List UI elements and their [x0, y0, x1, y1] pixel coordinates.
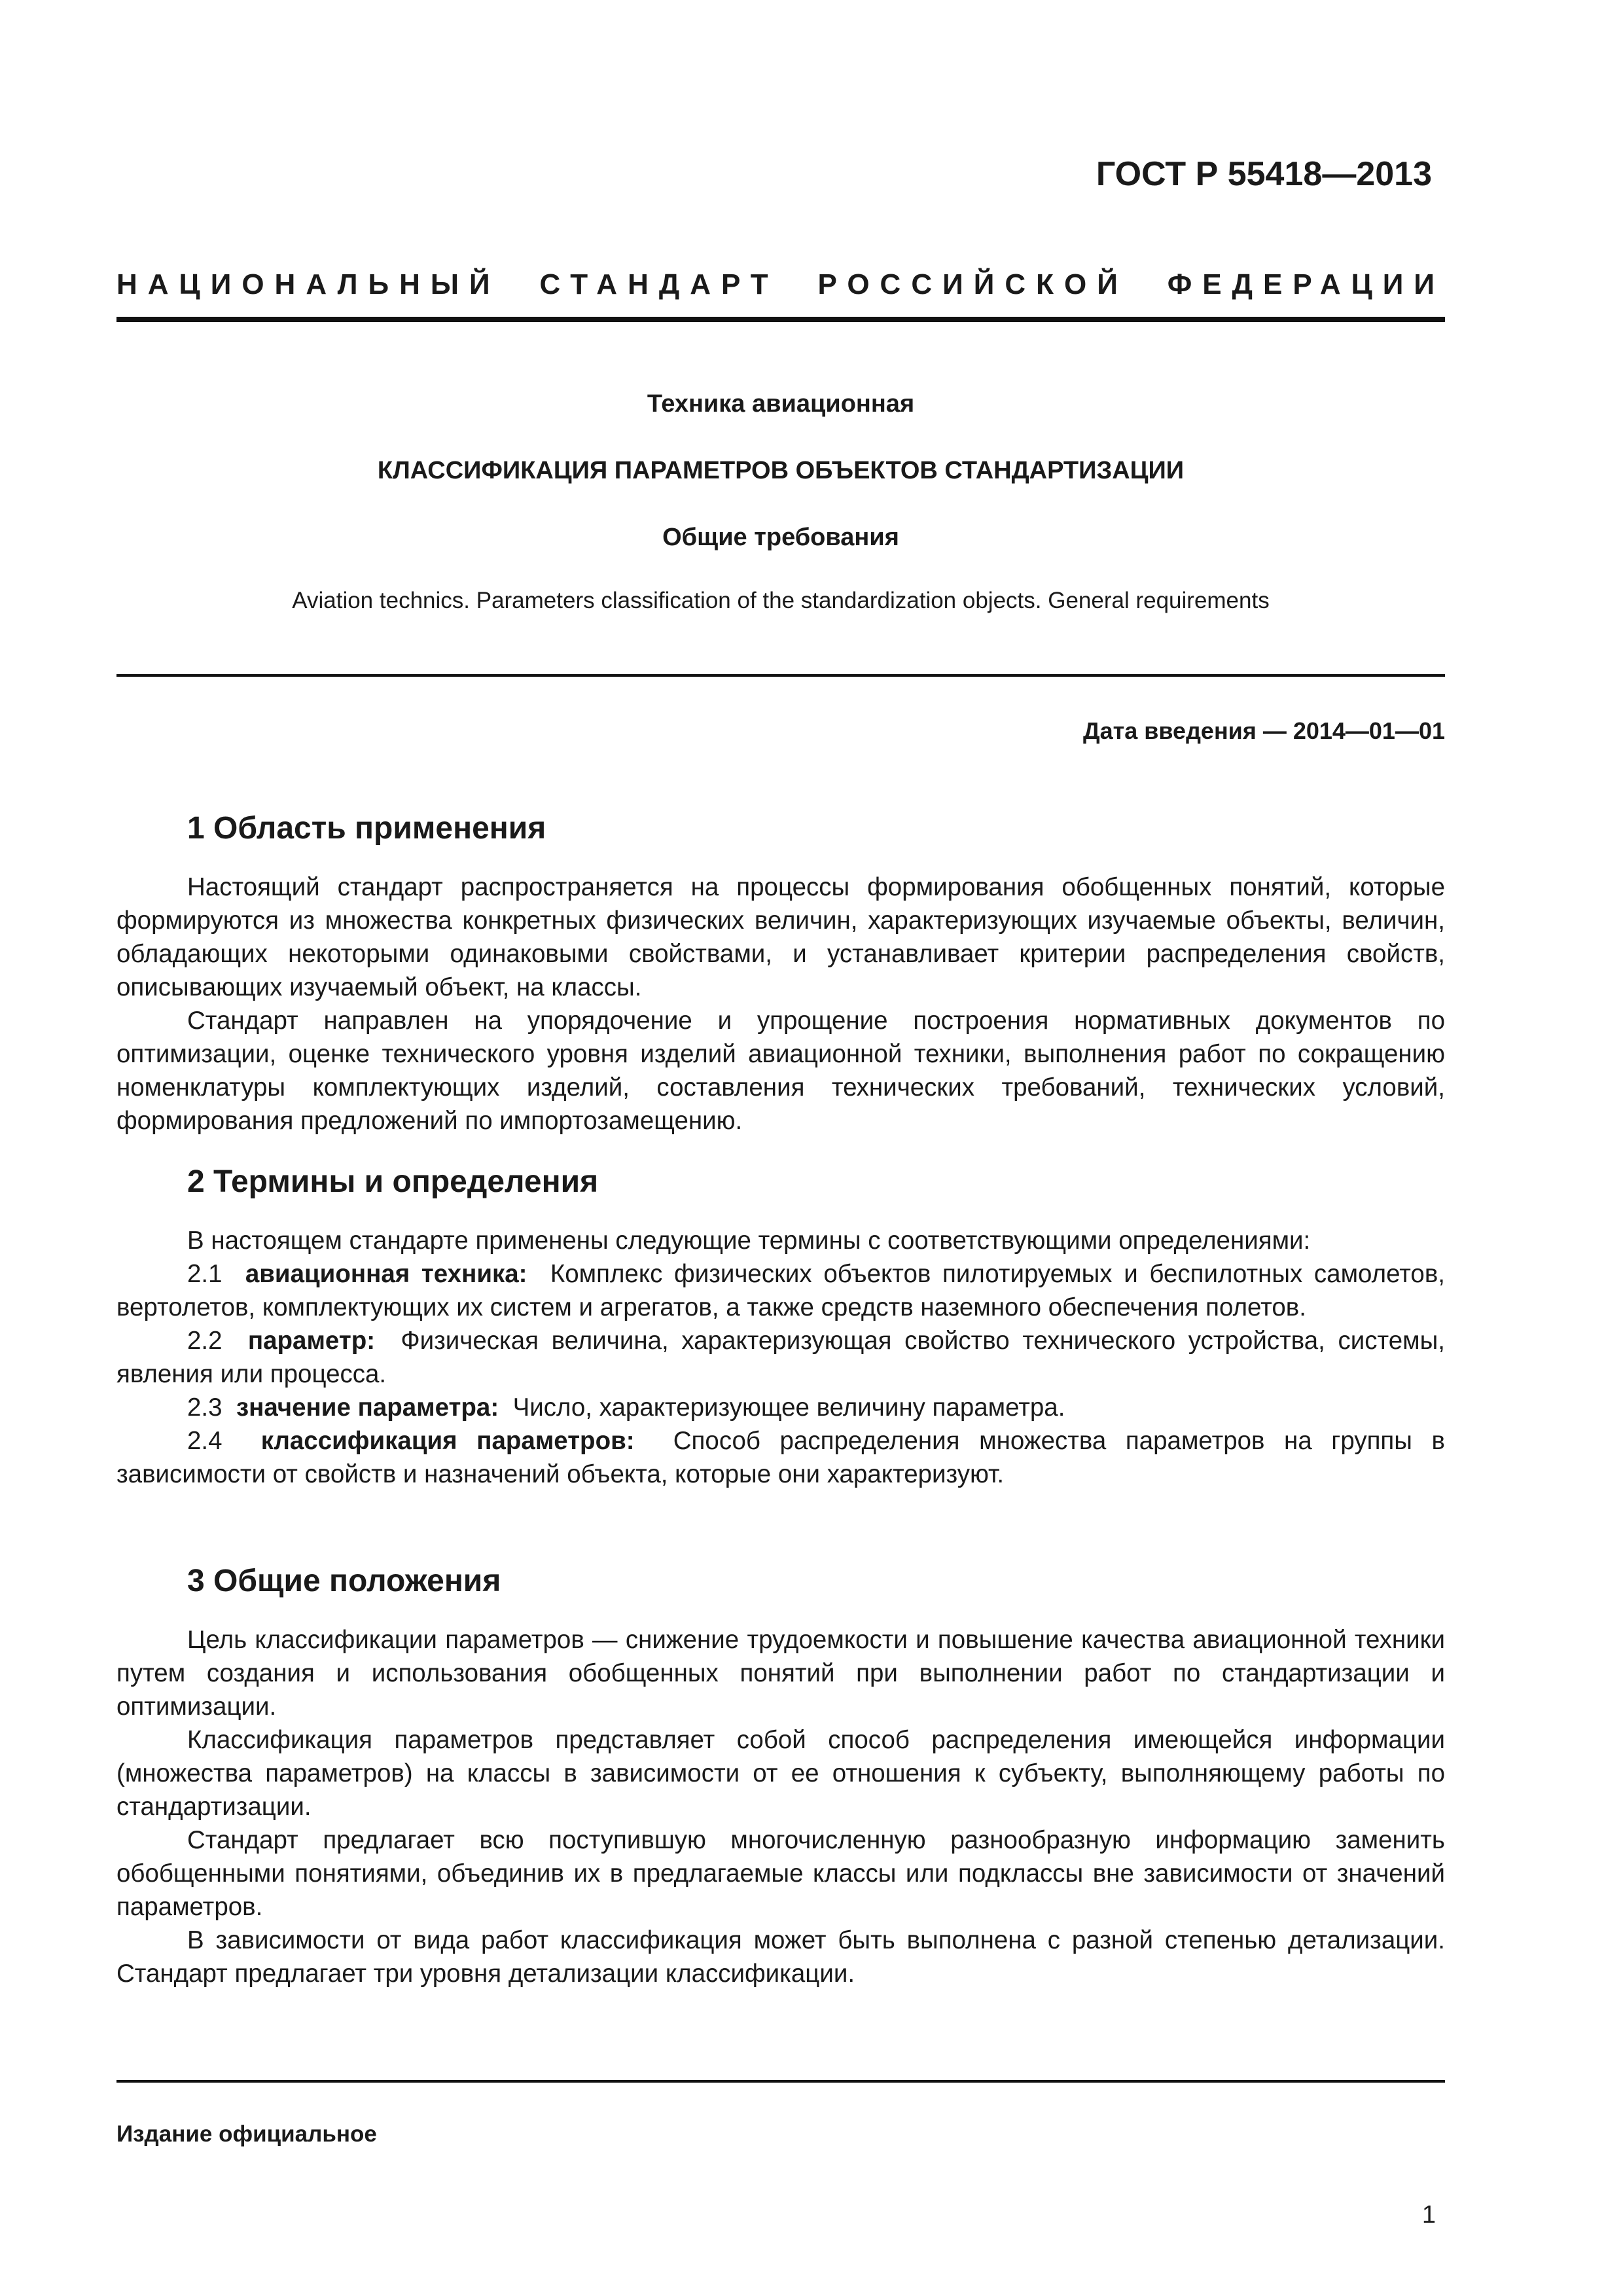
- official-edition-label: Издание официальное: [116, 2121, 377, 2147]
- title-main: КЛАССИФИКАЦИЯ ПАРАМЕТРОВ ОБЪЕКТОВ СТАНДАРТИЗАЦИИ: [377, 457, 1185, 484]
- title-field: Техника авиационная: [647, 390, 915, 418]
- term-number: 2.4: [187, 1427, 223, 1455]
- title-english: Aviation technics. Parameters classification of the standardization objects. General requirements: [292, 588, 1270, 613]
- section-3-paragraph-2: Классификация параметров представляет собой способ распределения имеющейся информации (множества параметров) на классы в зависимости от ее отношения к субъекту, выполняющему работы по стандартизации.: [116, 1726, 1445, 1821]
- term-definition: Комплекс физических объектов пилотируемых и беспилотных самолетов, вертолетов, комплектующих их систем и агрегатов, а также средств наземного обеспечения полетов.: [116, 1260, 1445, 1321]
- section-3-title: 3 Общие положения: [187, 1564, 501, 1598]
- section-2-intro: В настоящем стандарте применены следующие термины с соответствующими определениями:: [187, 1227, 1311, 1255]
- page-number: 1: [1421, 2201, 1436, 2229]
- header-rule: [116, 317, 1445, 322]
- section-2-title: 2 Термины и определения: [187, 1164, 599, 1199]
- term-definition: Число, характеризующее величину параметра.: [512, 1393, 1065, 1422]
- term-2-4: [116, 1424, 1445, 1491]
- footer-rule: [116, 2080, 1445, 2083]
- term-2-2: [116, 1324, 1445, 1391]
- section-2-body: [116, 1224, 1445, 1491]
- section-1-title: 1 Область применения: [187, 811, 546, 846]
- section-3-paragraph-4: В зависимости от вида работ классификация может быть выполнена с разной степенью детализации. Стандарт предлагает три уровня детализации классификации.: [116, 1926, 1445, 1988]
- section-3-paragraph-1: Цель классификации параметров — снижение трудоемкости и повышение качества авиационной техники путем создания и использования обобщенных понятий при выполнении работ по стандартизации и оптимизации.: [116, 1626, 1445, 1721]
- section-1-paragraph-1: Настоящий стандарт распространяется на процессы формирования обобщенных понятий, которые формируются из множества конкретных физических величин, характеризующих изучаемые объекты, величин, обладающих некоторыми одинаковыми свойствами, и устанавливает критерии распределения свойств, описывающих изучаемый объект, на классы.: [116, 873, 1445, 1001]
- section-1-body: [116, 870, 1445, 1138]
- term-name: авиационная техника:: [245, 1260, 527, 1288]
- term-name: классификация параметров:: [260, 1427, 635, 1455]
- term-2-1: [116, 1257, 1445, 1324]
- national-standard-heading: НАЦИОНАЛЬНЫЙ СТАНДАРТ РОССИЙСКОЙ ФЕДЕРАЦИИ: [116, 268, 1445, 300]
- term-number: 2.3: [187, 1393, 223, 1422]
- section-3-paragraph-3: Стандарт предлагает всю поступившую многочисленную разнообразную информацию заменить обобщенными понятиями, объединив их в предлагаемые классы или подклассы вне зависимости от значений параметров.: [116, 1826, 1445, 1921]
- term-number: 2.2: [187, 1327, 223, 1355]
- term-name: параметр:: [247, 1327, 376, 1355]
- title-rule: [116, 674, 1445, 677]
- term-2-3: [116, 1391, 1445, 1424]
- term-name: значение параметра:: [236, 1393, 499, 1422]
- term-definition: Способ распределения множества параметров на группы в зависимости от свойств и назначений объекта, которые они характеризуют.: [116, 1427, 1445, 1488]
- document-code: ГОСТ Р 55418—2013: [1096, 155, 1432, 193]
- term-number: 2.1: [187, 1260, 223, 1288]
- section-3-body: [116, 1623, 1445, 1990]
- section-1-paragraph-2: Стандарт направлен на упорядочение и упрощение построения нормативных документов по оптимизации, оценке технического уровня изделий авиационной техники, выполнения работ по сокращению номенклатуры комплектующих изделий, составления технических требований, технических условий, формирования предложений по импортозамещению.: [116, 1007, 1445, 1135]
- introduction-date: Дата введения — 2014—01—01: [1082, 717, 1445, 744]
- title-sub: Общие требования: [662, 524, 899, 551]
- term-definition: Физическая величина, характеризующая свойство технического устройства, системы, явления или процесса.: [116, 1327, 1445, 1388]
